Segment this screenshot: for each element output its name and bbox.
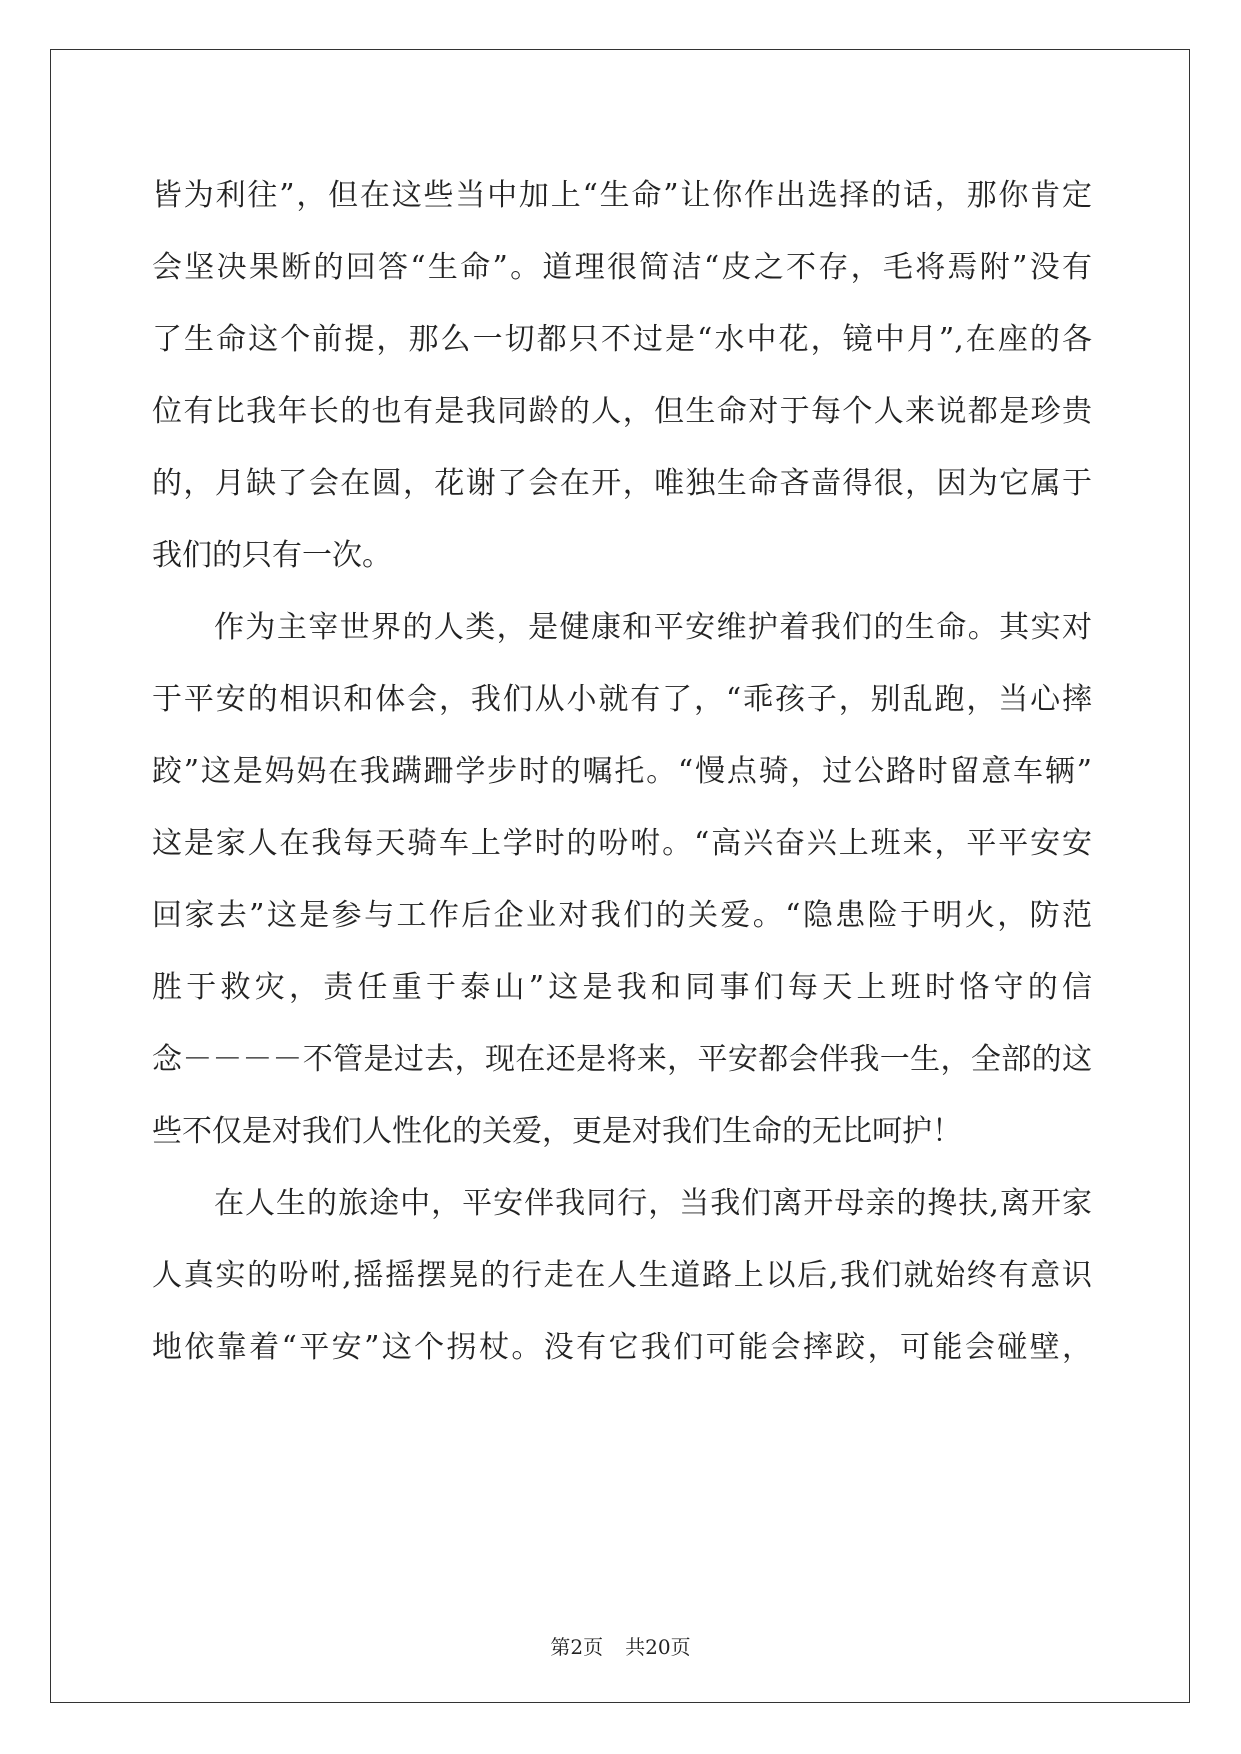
page-number: 第2页 bbox=[550, 1635, 604, 1659]
text-line: 作为主宰世界的人类，是健康和平安维护着我们的生命。其实对 bbox=[214, 610, 1092, 645]
text-line: 的，月缺了会在圆，花谢了会在开，唯独生命吝啬得很，因为它属于 bbox=[152, 466, 1092, 501]
page-total: 共20页 bbox=[625, 1635, 691, 1659]
text-line: 这是家人在我每天骑车上学时的吩咐。“高兴奋兴上班来，平平安安 bbox=[152, 826, 1092, 861]
text-line: 在人生的旅途中，平安伴我同行，当我们离开母亲的搀扶,离开家 bbox=[214, 1186, 1092, 1221]
page-footer bbox=[0, 1631, 1241, 1660]
text-line: 皆为利往”，但在这些当中加上“生命”让你作出选择的话，那你肯定 bbox=[152, 178, 1092, 213]
document-body bbox=[152, 160, 1092, 1384]
text-line: 人真实的吩咐,摇摇摆晃的行走在人生道路上以后,我们就始终有意识 bbox=[152, 1258, 1092, 1293]
text-line: 回家去”这是参与工作后企业对我们的关爱。“隐患险于明火，防范 bbox=[152, 898, 1092, 933]
text-line: 了生命这个前提，那么一切都只不过是“水中花，镜中月”,在座的各 bbox=[152, 322, 1092, 357]
text-line: 会坚决果断的回答“生命”。道理很简洁“皮之不存，毛将焉附”没有 bbox=[152, 250, 1092, 285]
text-line: 跤”这是妈妈在我蹒跚学步时的嘱托。“慢点骑，过公路时留意车辆” bbox=[152, 754, 1092, 789]
text-line: 胜于救灾，责任重于泰山”这是我和同事们每天上班时恪守的信 bbox=[152, 970, 1092, 1005]
text-line: 我们的只有一次。 bbox=[152, 538, 392, 573]
text-line: 地依靠着“平安”这个拐杖。没有它我们可能会摔跤，可能会碰壁， bbox=[152, 1330, 1092, 1365]
text-line: 念－－－－不管是过去，现在还是将来，平安都会伴我一生，全部的这 bbox=[152, 1042, 1092, 1077]
text-line: 于平安的相识和体会，我们从小就有了，“乖孩子，别乱跑，当心摔 bbox=[152, 682, 1092, 717]
text-line: 些不仅是对我们人性化的关爱，更是对我们生命的无比呵护！ bbox=[152, 1114, 962, 1149]
text-line: 位有比我年长的也有是我同龄的人，但生命对于每个人来说都是珍贵 bbox=[152, 394, 1092, 429]
